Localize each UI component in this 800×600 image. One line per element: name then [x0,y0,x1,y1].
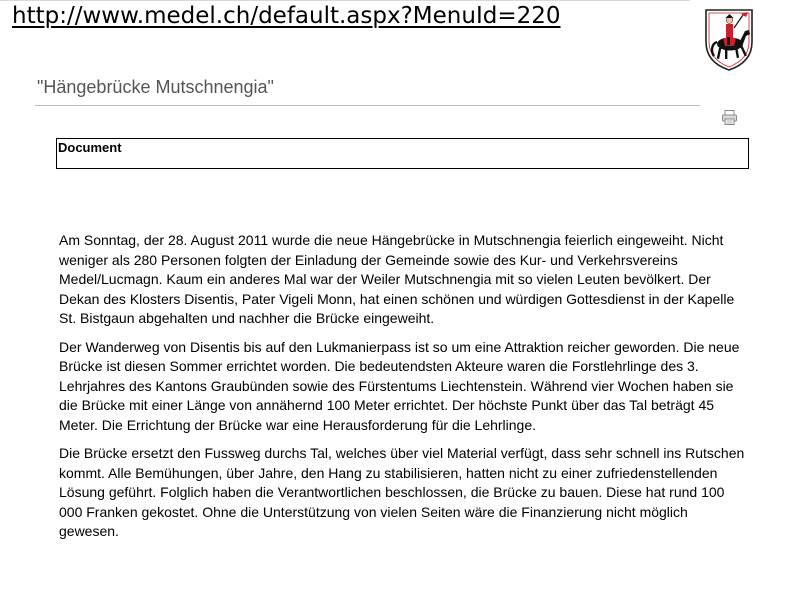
page-title: "Hängebrücke Mutschnengia" [37,77,274,97]
printer-icon[interactable] [721,109,738,126]
article-paragraph: Der Wanderweg von Disentis bis auf den Lukmanierpass ist so um eine Attraktion reicher geworden. Die neue Brücke ist diesen Sommer errichtet worden. Die bedeutendsten Akteure waren die Forstlehrlinge des 3. Lehrjahres des Kantons Graubünden sowie des Fürstentums Liechtenstein. Während vier Wochen haben sie die Brücke mit einer Länge von annähernd 100 Meter errichtet. Der höchste Punkt über das Tal beträgt 45 Meter. Die Errichtung der Brücke war eine Herausforderung für die Lehrlinge. [59,338,740,433]
article-body [59,231,749,551]
coat-of-arms-icon [703,6,755,72]
title-divider [35,105,700,106]
document-label: Document [58,140,122,155]
document-box [56,138,749,169]
url-heading[interactable]: http://www.medel.ch/default.aspx?MenuId=220 [12,3,561,29]
article-paragraph: Am Sonntag, der 28. August 2011 wurde die neue Hängebrücke in Mutschnengia feierlich eingeweiht. Nicht weniger als 280 Personen folgten der Einladung der Gemeinde sowie des Kur- und Verkehrsvereins Medel/Lucmagn. Kaum ein anderes Mal war der Weiler Mutschnengia mit so vielen Leuten bevölkert. Der Dekan des Klosters Disentis, Pater Vigeli Monn, hat einen schönen und würdigen Gottesdienst in der Kapelle St. Bistgaun abgehalten und nachher die Brücke eingeweiht. [59,232,735,326]
article-paragraph: Die Brücke ersetzt den Fussweg durchs Tal, welches über viel Material verfügt, dass sehr schnell ins Rutschen kommt. Alle Bemühungen, über Jahre, den Hang zu stabilisieren, hatten nicht zu einer zufriedenstellenden Lösung geführt. Folglich haben die Verantwortlichen beschlossen, die Brücke zu bauen. Diese hat rund 100 000 Franken gekostet. Ohne die Unterstützung von vielen Seiten wäre die Finanzierung nicht möglich gewesen. [59,445,745,539]
top-divider [0,0,690,1]
